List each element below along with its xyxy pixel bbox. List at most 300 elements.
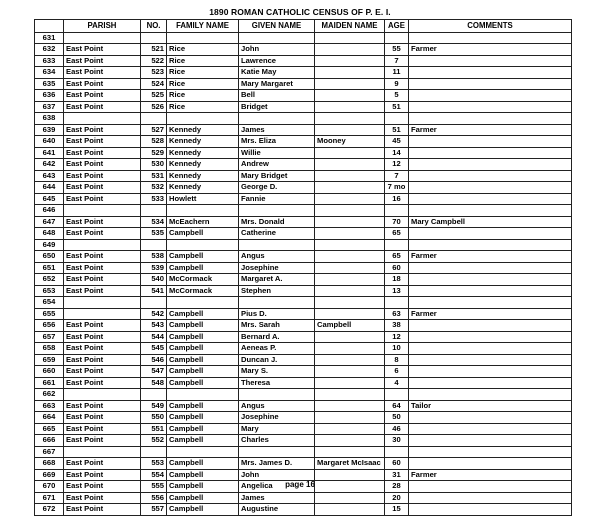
cell-line-number: 635 (35, 78, 64, 90)
cell-age: 11 (385, 67, 409, 79)
cell-parish: East Point (64, 343, 141, 355)
cell-maiden-name (315, 193, 385, 205)
cell-given-name: Josephine (239, 262, 315, 274)
cell-parish (64, 113, 141, 125)
cell-family-name: Campbell (167, 320, 239, 332)
table-row (35, 285, 572, 297)
cell-parish: East Point (64, 55, 141, 67)
cell-parish: East Point (64, 90, 141, 102)
cell-maiden-name (315, 297, 385, 309)
cell-parish: East Point (64, 400, 141, 412)
cell-given-name (239, 446, 315, 458)
cell-line-number: 672 (35, 504, 64, 516)
cell-family-number: 551 (141, 423, 167, 435)
table-row (35, 32, 572, 44)
cell-maiden-name (315, 412, 385, 424)
cell-parish (64, 297, 141, 309)
cell-age: 4 (385, 377, 409, 389)
cell-family-name (167, 32, 239, 44)
cell-maiden-name (315, 354, 385, 366)
cell-age: 63 (385, 308, 409, 320)
cell-maiden-name (315, 32, 385, 44)
header-family-name: FAMILY NAME (167, 20, 239, 33)
cell-family-name: Rice (167, 90, 239, 102)
cell-line-number: 666 (35, 435, 64, 447)
cell-family-name: Kennedy (167, 170, 239, 182)
cell-family-name: Howlett (167, 193, 239, 205)
cell-comments (409, 205, 572, 217)
cell-comments (409, 274, 572, 286)
cell-age (385, 113, 409, 125)
cell-maiden-name (315, 504, 385, 516)
cell-family-name (167, 205, 239, 217)
cell-age: 65 (385, 251, 409, 263)
table-row (35, 320, 572, 332)
cell-line-number: 642 (35, 159, 64, 171)
cell-family-name: Kennedy (167, 182, 239, 194)
table-row (35, 446, 572, 458)
cell-parish: East Point (64, 331, 141, 343)
cell-age: 13 (385, 285, 409, 297)
cell-age: 20 (385, 492, 409, 504)
cell-parish: East Point (64, 101, 141, 113)
table-row (35, 136, 572, 148)
cell-line-number: 658 (35, 343, 64, 355)
cell-comments (409, 90, 572, 102)
cell-family-name: Rice (167, 44, 239, 56)
cell-given-name: Mrs. James D. (239, 458, 315, 470)
cell-line-number: 655 (35, 308, 64, 320)
cell-family-number: 547 (141, 366, 167, 378)
cell-comments (409, 354, 572, 366)
cell-given-name: John (239, 469, 315, 481)
table-row (35, 67, 572, 79)
cell-given-name: Mary S. (239, 366, 315, 378)
cell-given-name: John (239, 44, 315, 56)
cell-maiden-name (315, 285, 385, 297)
table-row (35, 55, 572, 67)
cell-line-number: 646 (35, 205, 64, 217)
cell-family-number: 524 (141, 78, 167, 90)
cell-comments (409, 101, 572, 113)
cell-maiden-name: Campbell (315, 320, 385, 332)
cell-comments (409, 297, 572, 309)
cell-comments (409, 182, 572, 194)
cell-parish (64, 205, 141, 217)
cell-parish (64, 239, 141, 251)
header-parish: PARISH (64, 20, 141, 33)
cell-parish: East Point (64, 182, 141, 194)
cell-parish: East Point (64, 412, 141, 424)
cell-maiden-name: Mooney (315, 136, 385, 148)
cell-family-number: 554 (141, 469, 167, 481)
cell-line-number: 647 (35, 216, 64, 228)
cell-line-number: 638 (35, 113, 64, 125)
cell-parish: East Point (64, 67, 141, 79)
cell-family-name: Rice (167, 55, 239, 67)
cell-maiden-name (315, 446, 385, 458)
cell-line-number: 665 (35, 423, 64, 435)
cell-family-number: 545 (141, 343, 167, 355)
cell-given-name: Theresa (239, 377, 315, 389)
cell-line-number: 667 (35, 446, 64, 458)
cell-age: 65 (385, 228, 409, 240)
cell-maiden-name (315, 239, 385, 251)
cell-family-number: 555 (141, 481, 167, 493)
cell-age: 12 (385, 159, 409, 171)
cell-family-number (141, 113, 167, 125)
cell-family-name: Campbell (167, 412, 239, 424)
cell-comments (409, 389, 572, 401)
cell-family-name: Kennedy (167, 159, 239, 171)
cell-line-number: 656 (35, 320, 64, 332)
cell-age: 15 (385, 504, 409, 516)
cell-maiden-name (315, 366, 385, 378)
cell-parish: East Point (64, 44, 141, 56)
table-row (35, 331, 572, 343)
cell-comments (409, 343, 572, 355)
cell-comments (409, 285, 572, 297)
cell-line-number: 660 (35, 366, 64, 378)
cell-family-name: Rice (167, 101, 239, 113)
cell-family-number: 534 (141, 216, 167, 228)
cell-given-name: Mrs. Eliza (239, 136, 315, 148)
cell-line-number: 649 (35, 239, 64, 251)
cell-age (385, 239, 409, 251)
cell-family-number: 544 (141, 331, 167, 343)
cell-family-name: Campbell (167, 366, 239, 378)
cell-comments (409, 170, 572, 182)
cell-parish: East Point (64, 274, 141, 286)
cell-family-name: Kennedy (167, 147, 239, 159)
cell-comments (409, 228, 572, 240)
cell-family-name: Campbell (167, 504, 239, 516)
table-row (35, 182, 572, 194)
cell-family-name: Campbell (167, 469, 239, 481)
cell-family-name: Campbell (167, 228, 239, 240)
cell-family-number: 531 (141, 170, 167, 182)
cell-family-number: 540 (141, 274, 167, 286)
table-row (35, 159, 572, 171)
table-row (35, 78, 572, 90)
table-row (35, 124, 572, 136)
header-no: NO. (141, 20, 167, 33)
cell-family-name: McCormack (167, 285, 239, 297)
cell-family-number: 552 (141, 435, 167, 447)
cell-given-name: Angelica (239, 481, 315, 493)
cell-family-number (141, 389, 167, 401)
cell-maiden-name (315, 251, 385, 263)
table-row (35, 113, 572, 125)
table-row (35, 239, 572, 251)
cell-family-number: 523 (141, 67, 167, 79)
cell-age: 64 (385, 400, 409, 412)
cell-comments (409, 492, 572, 504)
cell-family-number: 533 (141, 193, 167, 205)
cell-comments: Farmer (409, 308, 572, 320)
cell-family-number: 521 (141, 44, 167, 56)
cell-age (385, 446, 409, 458)
cell-family-name: Campbell (167, 262, 239, 274)
cell-age: 51 (385, 101, 409, 113)
cell-family-number: 542 (141, 308, 167, 320)
table-row (35, 297, 572, 309)
cell-age (385, 297, 409, 309)
cell-family-number: 546 (141, 354, 167, 366)
cell-family-number: 538 (141, 251, 167, 263)
cell-given-name: George D. (239, 182, 315, 194)
cell-given-name: James (239, 492, 315, 504)
cell-maiden-name (315, 124, 385, 136)
cell-given-name: Bridget (239, 101, 315, 113)
header-age: AGE (385, 20, 409, 33)
cell-parish (64, 446, 141, 458)
cell-maiden-name (315, 469, 385, 481)
table-row (35, 193, 572, 205)
page-number: page 16 (285, 480, 315, 489)
cell-line-number: 661 (35, 377, 64, 389)
table-row (35, 504, 572, 516)
cell-given-name (239, 297, 315, 309)
cell-line-number: 659 (35, 354, 64, 366)
table-row (35, 251, 572, 263)
cell-line-number: 644 (35, 182, 64, 194)
cell-family-number: 522 (141, 55, 167, 67)
cell-family-name: Campbell (167, 481, 239, 493)
cell-maiden-name (315, 423, 385, 435)
table-row (35, 101, 572, 113)
cell-maiden-name (315, 274, 385, 286)
table-row (35, 469, 572, 481)
cell-family-number (141, 205, 167, 217)
cell-line-number: 663 (35, 400, 64, 412)
cell-given-name: Angus (239, 400, 315, 412)
cell-maiden-name (315, 228, 385, 240)
cell-given-name: Willie (239, 147, 315, 159)
cell-line-number: 668 (35, 458, 64, 470)
cell-comments (409, 67, 572, 79)
cell-age: 18 (385, 274, 409, 286)
cell-maiden-name (315, 377, 385, 389)
cell-family-number: 549 (141, 400, 167, 412)
cell-given-name: Mrs. Donald (239, 216, 315, 228)
cell-line-number: 648 (35, 228, 64, 240)
table-row (35, 228, 572, 240)
cell-age: 28 (385, 481, 409, 493)
cell-line-number: 664 (35, 412, 64, 424)
cell-given-name: Margaret A. (239, 274, 315, 286)
cell-given-name: Duncan J. (239, 354, 315, 366)
cell-age: 46 (385, 423, 409, 435)
cell-family-name: Campbell (167, 251, 239, 263)
cell-comments: Farmer (409, 44, 572, 56)
cell-line-number: 653 (35, 285, 64, 297)
cell-age: 55 (385, 44, 409, 56)
cell-family-name: Campbell (167, 458, 239, 470)
table-row (35, 308, 572, 320)
cell-parish: East Point (64, 262, 141, 274)
cell-maiden-name (315, 343, 385, 355)
cell-comments (409, 504, 572, 516)
cell-given-name: James (239, 124, 315, 136)
cell-comments (409, 412, 572, 424)
cell-comments: Mary Campbell (409, 216, 572, 228)
cell-given-name (239, 205, 315, 217)
cell-line-number: 632 (35, 44, 64, 56)
cell-given-name: Mary Bridget (239, 170, 315, 182)
cell-family-number: 539 (141, 262, 167, 274)
cell-age: 10 (385, 343, 409, 355)
cell-parish: East Point (64, 492, 141, 504)
cell-family-name: Campbell (167, 308, 239, 320)
cell-age: 14 (385, 147, 409, 159)
cell-given-name: Andrew (239, 159, 315, 171)
table-row (35, 492, 572, 504)
cell-given-name: Mrs. Sarah (239, 320, 315, 332)
cell-maiden-name (315, 308, 385, 320)
page-title: 1890 ROMAN CATHOLIC CENSUS OF P. E. I. (209, 7, 391, 17)
table-row (35, 44, 572, 56)
cell-age (385, 389, 409, 401)
cell-given-name (239, 239, 315, 251)
cell-age: 7 (385, 55, 409, 67)
cell-comments (409, 159, 572, 171)
cell-maiden-name (315, 67, 385, 79)
cell-age: 9 (385, 78, 409, 90)
cell-parish: East Point (64, 159, 141, 171)
cell-parish: East Point (64, 193, 141, 205)
cell-given-name: Fannie (239, 193, 315, 205)
table-row (35, 90, 572, 102)
census-table (34, 19, 572, 516)
cell-comments (409, 147, 572, 159)
cell-maiden-name (315, 44, 385, 56)
cell-comments (409, 435, 572, 447)
header-maiden-name: MAIDEN NAME (315, 20, 385, 33)
cell-line-number: 654 (35, 297, 64, 309)
cell-parish: East Point (64, 458, 141, 470)
cell-comments: Farmer (409, 469, 572, 481)
cell-line-number: 640 (35, 136, 64, 148)
cell-given-name: Aeneas P. (239, 343, 315, 355)
cell-age: 30 (385, 435, 409, 447)
cell-parish: East Point (64, 366, 141, 378)
cell-comments (409, 262, 572, 274)
cell-family-number: 543 (141, 320, 167, 332)
cell-line-number: 634 (35, 67, 64, 79)
cell-family-name: Campbell (167, 354, 239, 366)
cell-parish (64, 32, 141, 44)
cell-given-name: Charles (239, 435, 315, 447)
cell-parish: East Point (64, 320, 141, 332)
cell-parish: East Point (64, 251, 141, 263)
cell-parish: East Point (64, 504, 141, 516)
cell-maiden-name (315, 435, 385, 447)
cell-age: 7 (385, 170, 409, 182)
cell-family-name (167, 113, 239, 125)
cell-comments (409, 458, 572, 470)
cell-line-number: 662 (35, 389, 64, 401)
cell-age: 31 (385, 469, 409, 481)
cell-parish: East Point (64, 423, 141, 435)
table-row (35, 216, 572, 228)
cell-maiden-name (315, 389, 385, 401)
cell-comments (409, 423, 572, 435)
cell-maiden-name (315, 159, 385, 171)
cell-comments (409, 377, 572, 389)
cell-parish: East Point (64, 228, 141, 240)
cell-maiden-name (315, 262, 385, 274)
cell-family-number: 529 (141, 147, 167, 159)
cell-given-name: Katie May (239, 67, 315, 79)
cell-given-name: Stephen (239, 285, 315, 297)
cell-family-number: 525 (141, 90, 167, 102)
cell-line-number: 650 (35, 251, 64, 263)
cell-parish: East Point (64, 216, 141, 228)
table-row (35, 377, 572, 389)
cell-age (385, 205, 409, 217)
cell-family-number: 526 (141, 101, 167, 113)
cell-parish (64, 308, 141, 320)
cell-family-name: Campbell (167, 435, 239, 447)
cell-maiden-name (315, 78, 385, 90)
cell-given-name (239, 32, 315, 44)
cell-comments (409, 239, 572, 251)
cell-line-number: 652 (35, 274, 64, 286)
cell-family-number: 532 (141, 182, 167, 194)
cell-family-number (141, 32, 167, 44)
header-given-name: GIVEN NAME (239, 20, 315, 33)
cell-line-number: 669 (35, 469, 64, 481)
cell-comments (409, 193, 572, 205)
cell-age: 51 (385, 124, 409, 136)
cell-age: 50 (385, 412, 409, 424)
cell-parish: East Point (64, 170, 141, 182)
cell-maiden-name (315, 182, 385, 194)
cell-comments: Farmer (409, 251, 572, 263)
cell-given-name: Josephine (239, 412, 315, 424)
cell-maiden-name (315, 331, 385, 343)
cell-family-name: McEachern (167, 216, 239, 228)
table-row (35, 458, 572, 470)
cell-given-name (239, 389, 315, 401)
cell-comments (409, 32, 572, 44)
cell-family-name (167, 389, 239, 401)
cell-comments (409, 113, 572, 125)
cell-comments (409, 446, 572, 458)
cell-comments (409, 366, 572, 378)
cell-age: 60 (385, 458, 409, 470)
cell-maiden-name (315, 101, 385, 113)
cell-comments: Farmer (409, 124, 572, 136)
cell-parish: East Point (64, 469, 141, 481)
cell-family-name: Campbell (167, 377, 239, 389)
cell-maiden-name: Margaret McIsaac (315, 458, 385, 470)
header-line-number (35, 20, 64, 33)
cell-comments (409, 55, 572, 67)
cell-maiden-name (315, 90, 385, 102)
cell-age: 6 (385, 366, 409, 378)
cell-family-number: 550 (141, 412, 167, 424)
cell-line-number: 645 (35, 193, 64, 205)
cell-given-name: Mary Margaret (239, 78, 315, 90)
cell-family-name (167, 446, 239, 458)
cell-given-name: Angus (239, 251, 315, 263)
cell-line-number: 651 (35, 262, 64, 274)
table-row (35, 423, 572, 435)
table-row (35, 389, 572, 401)
cell-given-name: Mary (239, 423, 315, 435)
